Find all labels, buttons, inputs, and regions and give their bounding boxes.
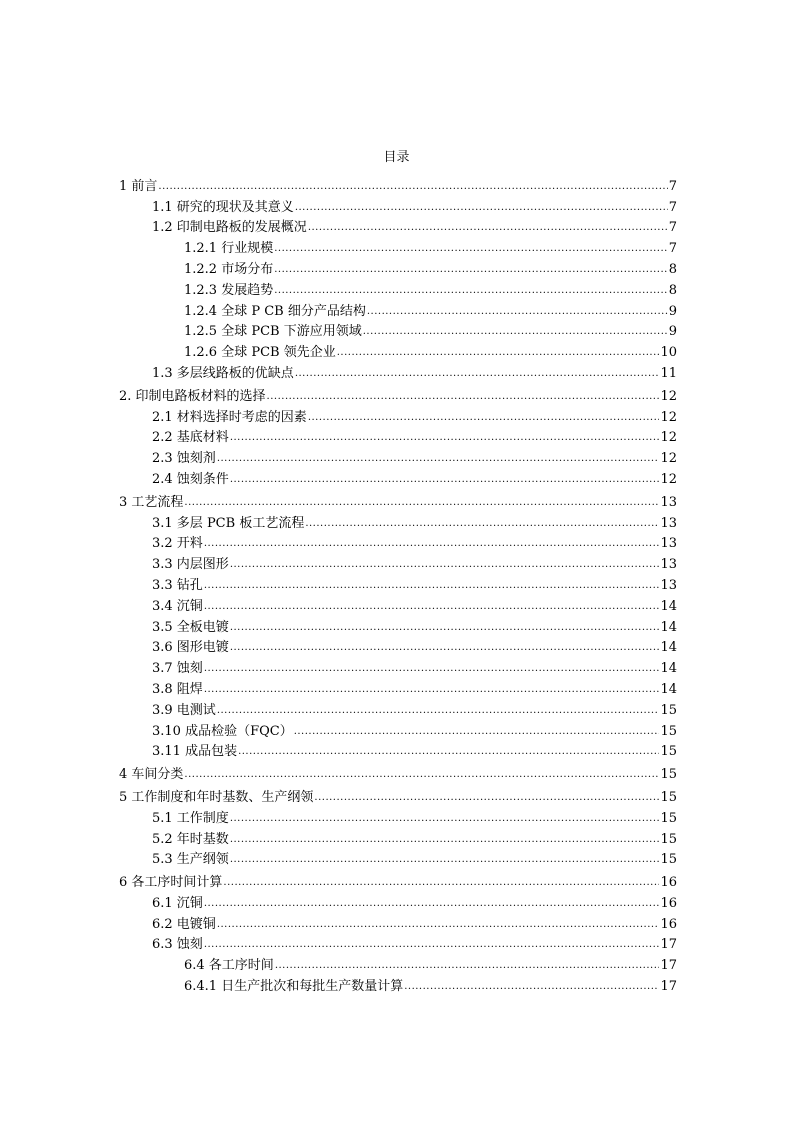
toc-entry-page-number: 13 [660,536,677,552]
toc-entry[interactable] [119,533,677,554]
toc-entry-page-number: 11 [660,365,677,381]
toc-entry[interactable] [119,975,677,996]
toc-entry[interactable] [119,786,677,807]
dot-leader [367,305,668,319]
toc-entry[interactable] [119,574,677,595]
dot-leader [363,325,668,339]
toc-entry-title: 2.3 蚀刻剂 [152,451,216,467]
dot-leader [204,897,660,911]
dot-leader [314,791,659,805]
dot-leader [217,704,660,718]
toc-entry-title: 1.2.1 行业规模 [184,241,274,257]
toc-entry-page-number: 7 [668,199,677,215]
toc-entry[interactable] [119,678,677,699]
dot-leader [217,918,660,932]
toc-entry-page-number: 7 [668,220,677,236]
toc-entry[interactable] [119,807,677,828]
toc-entry-title: 5.2 年时基数 [152,831,229,847]
toc-entry-page-number: 12 [660,430,677,446]
toc-entry-page-number: 8 [668,261,677,277]
toc-entry-page-number: 13 [660,557,677,573]
toc-entry-title: 3.8 阻焊 [152,681,203,697]
toc-entry-title: 1.2.3 发展趋势 [184,282,274,298]
dot-leader [230,812,660,826]
toc-entry-title: 3.7 蚀刻 [152,661,203,677]
toc-entry[interactable] [119,447,677,468]
toc-entry[interactable] [119,427,677,448]
dot-leader [230,641,660,655]
toc-entry-page-number: 15 [660,744,677,760]
toc-entry[interactable] [119,741,677,762]
toc-entry-page-number: 16 [660,875,677,891]
toc-entry-page-number: 17 [660,937,677,953]
dot-leader [184,496,659,510]
toc-entry[interactable] [119,849,677,870]
toc-entry-title: 3 工艺流程 [119,494,184,510]
toc-entry-page-number: 7 [668,241,677,257]
toc-entry-page-number: 15 [660,702,677,718]
dot-leader [404,980,659,994]
toc-entry-title: 1 前言 [119,178,158,194]
toc-entry[interactable] [119,321,677,342]
dot-leader [204,683,660,697]
toc-entry-title: 6.2 电镀铜 [152,916,216,932]
toc-entry-title: 6.3 蚀刻 [152,937,203,953]
toc-entry[interactable] [119,385,677,406]
toc-entry[interactable] [119,175,677,196]
dot-leader [230,431,660,445]
dot-leader [275,959,660,973]
toc-entry[interactable] [119,595,677,616]
toc-entry-page-number: 14 [660,619,677,635]
toc-entry-page-number: 14 [660,598,677,614]
toc-entry-page-number: 15 [660,852,677,868]
toc-entry-title: 5 工作制度和年时基数、生产纲领 [119,789,314,805]
toc-entry-title: 6.1 沉铜 [152,895,203,911]
toc-entry-page-number: 7 [668,178,677,194]
toc-entry-title: 3.3 钻孔 [152,577,203,593]
toc-entry-title: 3.4 沉铜 [152,598,203,614]
toc-entry[interactable] [119,616,677,637]
toc-entry-title: 4 车间分类 [119,767,184,783]
toc-entry-page-number: 16 [660,895,677,911]
toc-entry[interactable] [119,217,677,238]
toc-entry-page-number: 9 [668,303,677,319]
toc-entry[interactable] [119,657,677,678]
toc-entry-title: 3.6 图形电镀 [152,640,229,656]
toc-entry-title: 1.2.4 全球 P CB 细分产品结构 [184,303,366,319]
toc-entry-title: 3.1 多层 PCB 板工艺流程 [152,515,305,531]
toc-entry-title: 6.4.1 日生产批次和每批生产数量计算 [184,979,404,995]
toc-entry-title: 1.2.2 市场分布 [184,261,274,277]
dot-leader [204,600,660,614]
toc-entry[interactable] [119,892,677,913]
dot-leader [204,938,660,952]
toc-entry-title: 3.11 成品包装 [152,744,238,760]
dot-leader [204,537,660,551]
toc-entry[interactable] [119,720,677,741]
dot-leader [204,579,660,593]
toc-entry[interactable] [119,406,677,427]
dot-leader [184,768,659,782]
toc-entry-title: 5.1 工作制度 [152,810,229,826]
dot-leader [294,725,660,739]
toc-entry[interactable] [119,699,677,720]
toc-entry-page-number: 14 [660,640,677,656]
toc-entry-title: 6 各工序时间计算 [119,875,223,891]
toc-entry-title: 3.5 全板电镀 [152,619,229,635]
toc-entry-page-number: 17 [660,958,677,974]
toc-entry[interactable] [119,553,677,574]
toc-entry-title: 6.4 各工序时间 [184,958,274,974]
toc-entry-page-number: 13 [660,515,677,531]
dot-leader [308,221,668,235]
dot-leader [230,621,660,635]
toc-entry-title: 2.2 基底材料 [152,430,229,446]
dot-leader [230,558,660,572]
toc-entry-page-number: 15 [660,789,677,805]
toc-entry-title: 3.10 成品检验（FQC） [152,723,293,739]
dot-leader [295,201,668,215]
toc-entry[interactable] [119,871,677,892]
toc-entry[interactable] [119,341,677,362]
toc-entry[interactable] [119,637,677,658]
toc-entry-title: 2.4 蚀刻条件 [152,471,229,487]
dot-leader [230,853,660,867]
table-of-contents [119,175,677,996]
toc-entry-page-number: 14 [660,661,677,677]
toc-entry[interactable] [119,237,677,258]
toc-entry-title: 3.3 内层图形 [152,557,229,573]
toc-entry-title: 1.2.5 全球 PCB 下游应用领域 [184,324,362,340]
toc-entry-title: 2.1 材料选择时考虑的因素 [152,409,307,425]
toc-entry-page-number: 16 [660,916,677,932]
toc-entry-page-number: 15 [660,831,677,847]
dot-leader [274,263,668,277]
toc-entry-page-number: 8 [668,282,677,298]
toc-entry-title: 1.2 印制电路板的发展概况 [152,220,307,236]
toc-entry[interactable] [119,934,677,955]
toc-entry-title: 1.3 多层线路板的优缺点 [152,365,294,381]
toc-entry[interactable] [119,279,677,300]
toc-entry-page-number: 13 [660,494,677,510]
dot-leader [204,662,660,676]
toc-entry-page-number: 15 [660,810,677,826]
dot-leader [158,180,667,194]
dot-leader [267,390,660,404]
toc-entry[interactable] [119,468,677,489]
toc-entry-page-number: 10 [660,345,677,361]
toc-entry-title: 5.3 生产纲领 [152,852,229,868]
page-title: 目录 [383,150,410,165]
toc-entry-page-number: 17 [660,979,677,995]
toc-entry[interactable] [119,362,677,383]
toc-entry-page-number: 12 [660,409,677,425]
toc-entry-page-number: 12 [660,471,677,487]
toc-entry-page-number: 12 [660,388,677,404]
dot-leader [295,367,660,381]
toc-entry-page-number: 9 [668,324,677,340]
toc-entry-title: 2. 印制电路板材料的选择 [119,388,266,404]
toc-entry-page-number: 14 [660,681,677,697]
toc-entry[interactable] [119,196,677,217]
toc-entry[interactable] [119,954,677,975]
dot-leader [217,452,660,466]
toc-entry-page-number: 13 [660,577,677,593]
toc-entry-title: 1.2.6 全球 PCB 领先企业 [184,345,336,361]
toc-entry-page-number: 12 [660,451,677,467]
toc-entry-title: 3.2 开料 [152,536,203,552]
dot-leader [308,411,660,425]
toc-entry[interactable] [119,763,677,784]
toc-entry[interactable] [119,828,677,849]
toc-entry[interactable] [119,512,677,533]
dot-leader [305,517,659,531]
toc-entry-page-number: 15 [660,767,677,783]
toc-entry-page-number: 15 [660,723,677,739]
toc-entry-title: 1.1 研究的现状及其意义 [152,199,294,215]
toc-entry[interactable] [119,258,677,279]
dot-leader [274,284,668,298]
dot-leader [238,745,659,759]
dot-leader [230,833,660,847]
toc-entry[interactable] [119,300,677,321]
dot-leader [223,876,659,890]
toc-entry-title: 3.9 电测试 [152,702,216,718]
dot-leader [230,473,660,487]
toc-entry[interactable] [119,913,677,934]
dot-leader [337,346,660,360]
toc-entry[interactable] [119,491,677,512]
dot-leader [274,242,668,256]
